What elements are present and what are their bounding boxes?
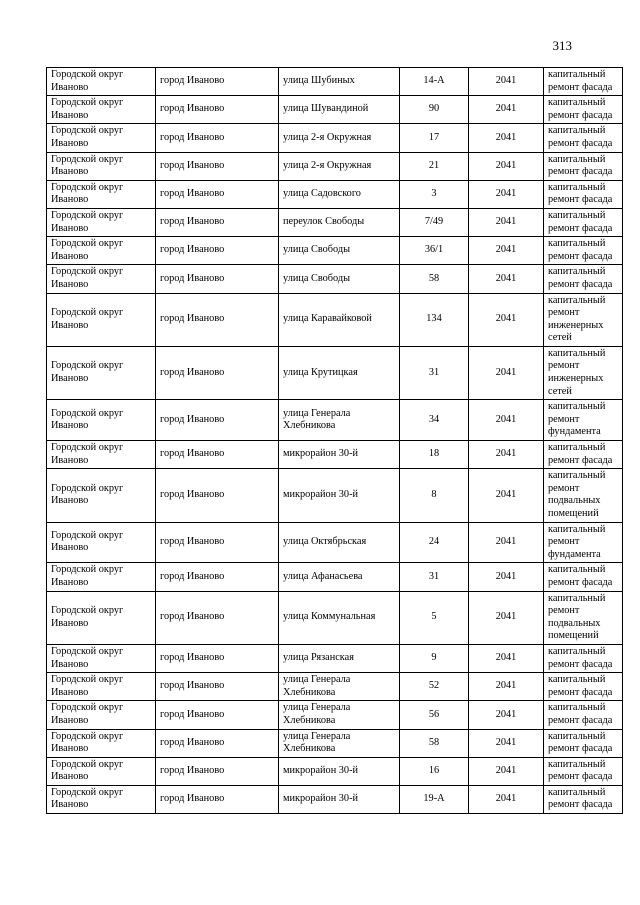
- cell-street: улица Свободы: [279, 237, 400, 265]
- cell-work-type: капитальный ремонт фасада: [544, 701, 623, 729]
- cell-street: улица Свободы: [279, 265, 400, 293]
- cell-district: Городской округ Иваново: [47, 441, 156, 469]
- cell-year: 2041: [469, 441, 544, 469]
- cell-work-type: капитальный ремонт фасада: [544, 729, 623, 757]
- table-row: [47, 237, 623, 265]
- cell-city: город Иваново: [156, 265, 279, 293]
- cell-district: Городской округ Иваново: [47, 346, 156, 399]
- table-row: [47, 563, 623, 591]
- cell-city: город Иваново: [156, 729, 279, 757]
- cell-year: 2041: [469, 757, 544, 785]
- cell-work-type: капитальный ремонт фасада: [544, 673, 623, 701]
- table-row: [47, 96, 623, 124]
- cell-city: город Иваново: [156, 441, 279, 469]
- cell-work-type: капитальный ремонт фундамента: [544, 400, 623, 441]
- table-row: [47, 757, 623, 785]
- cell-city: город Иваново: [156, 96, 279, 124]
- table-row: [47, 729, 623, 757]
- cell-street: улица Рязанская: [279, 644, 400, 672]
- table-row: [47, 522, 623, 563]
- cell-street: улица Каравайковой: [279, 293, 400, 346]
- cell-year: 2041: [469, 644, 544, 672]
- cell-year: 2041: [469, 729, 544, 757]
- cell-year: 2041: [469, 68, 544, 96]
- cell-year: 2041: [469, 673, 544, 701]
- cell-year: 2041: [469, 785, 544, 813]
- cell-district: Городской округ Иваново: [47, 180, 156, 208]
- cell-year: 2041: [469, 124, 544, 152]
- cell-street: микрорайон 30-й: [279, 785, 400, 813]
- cell-house-number: 52: [400, 673, 469, 701]
- cell-work-type: капитальный ремонт подвальных помещений: [544, 591, 623, 644]
- cell-work-type: капитальный ремонт фундамента: [544, 522, 623, 563]
- cell-street: улица 2-я Окружная: [279, 152, 400, 180]
- cell-street: улица Генерала Хлебникова: [279, 673, 400, 701]
- cell-district: Городской округ Иваново: [47, 563, 156, 591]
- table-row: [47, 208, 623, 236]
- cell-work-type: капитальный ремонт фасада: [544, 265, 623, 293]
- cell-house-number: 24: [400, 522, 469, 563]
- cell-house-number: 36/1: [400, 237, 469, 265]
- cell-city: город Иваново: [156, 785, 279, 813]
- cell-work-type: капитальный ремонт фасада: [544, 757, 623, 785]
- cell-district: Городской округ Иваново: [47, 293, 156, 346]
- cell-work-type: капитальный ремонт инженерных сетей: [544, 293, 623, 346]
- cell-work-type: капитальный ремонт подвальных помещений: [544, 469, 623, 522]
- cell-work-type: капитальный ремонт фасада: [544, 152, 623, 180]
- cell-house-number: 31: [400, 346, 469, 399]
- table-row: [47, 152, 623, 180]
- cell-work-type: капитальный ремонт фасада: [544, 124, 623, 152]
- cell-city: город Иваново: [156, 208, 279, 236]
- cell-district: Городской округ Иваново: [47, 68, 156, 96]
- repair-schedule-table: [46, 67, 623, 814]
- table-row: [47, 701, 623, 729]
- cell-year: 2041: [469, 96, 544, 124]
- cell-house-number: 134: [400, 293, 469, 346]
- cell-work-type: капитальный ремонт фасада: [544, 563, 623, 591]
- table-row: [47, 293, 623, 346]
- cell-year: 2041: [469, 346, 544, 399]
- cell-city: город Иваново: [156, 152, 279, 180]
- cell-house-number: 14-А: [400, 68, 469, 96]
- cell-district: Городской округ Иваново: [47, 400, 156, 441]
- cell-city: город Иваново: [156, 400, 279, 441]
- cell-street: улица Крутицкая: [279, 346, 400, 399]
- table-row: [47, 68, 623, 96]
- cell-house-number: 3: [400, 180, 469, 208]
- cell-house-number: 31: [400, 563, 469, 591]
- cell-work-type: капитальный ремонт фасада: [544, 785, 623, 813]
- cell-city: город Иваново: [156, 346, 279, 399]
- cell-street: улица Генерала Хлебникова: [279, 729, 400, 757]
- cell-year: 2041: [469, 208, 544, 236]
- cell-street: улица Генерала Хлебникова: [279, 701, 400, 729]
- table-row: [47, 265, 623, 293]
- cell-district: Городской округ Иваново: [47, 237, 156, 265]
- cell-city: город Иваново: [156, 237, 279, 265]
- cell-house-number: 90: [400, 96, 469, 124]
- cell-house-number: 58: [400, 265, 469, 293]
- page-number: 313: [552, 38, 572, 53]
- cell-street: улица Октябрьская: [279, 522, 400, 563]
- cell-city: город Иваново: [156, 469, 279, 522]
- table-row: [47, 441, 623, 469]
- cell-year: 2041: [469, 591, 544, 644]
- cell-year: 2041: [469, 237, 544, 265]
- cell-year: 2041: [469, 180, 544, 208]
- cell-street: улица Коммунальная: [279, 591, 400, 644]
- cell-street: улица Садовского: [279, 180, 400, 208]
- cell-district: Городской округ Иваново: [47, 96, 156, 124]
- cell-district: Городской округ Иваново: [47, 522, 156, 563]
- cell-house-number: 7/49: [400, 208, 469, 236]
- cell-house-number: 58: [400, 729, 469, 757]
- cell-city: город Иваново: [156, 68, 279, 96]
- cell-year: 2041: [469, 265, 544, 293]
- cell-house-number: 8: [400, 469, 469, 522]
- cell-year: 2041: [469, 563, 544, 591]
- table-row: [47, 346, 623, 399]
- cell-work-type: капитальный ремонт фасада: [544, 208, 623, 236]
- cell-city: город Иваново: [156, 644, 279, 672]
- cell-work-type: капитальный ремонт фасада: [544, 441, 623, 469]
- cell-city: город Иваново: [156, 591, 279, 644]
- cell-district: Городской округ Иваново: [47, 729, 156, 757]
- cell-house-number: 34: [400, 400, 469, 441]
- cell-house-number: 9: [400, 644, 469, 672]
- cell-year: 2041: [469, 400, 544, 441]
- cell-district: Городской округ Иваново: [47, 469, 156, 522]
- cell-city: город Иваново: [156, 673, 279, 701]
- cell-street: микрорайон 30-й: [279, 441, 400, 469]
- cell-street: улица 2-я Окружная: [279, 124, 400, 152]
- cell-house-number: 17: [400, 124, 469, 152]
- table-row: [47, 673, 623, 701]
- table-row: [47, 644, 623, 672]
- table-row: [47, 124, 623, 152]
- cell-district: Городской округ Иваново: [47, 591, 156, 644]
- table-row: [47, 180, 623, 208]
- cell-work-type: капитальный ремонт фасада: [544, 237, 623, 265]
- cell-year: 2041: [469, 152, 544, 180]
- cell-city: город Иваново: [156, 522, 279, 563]
- cell-street: микрорайон 30-й: [279, 757, 400, 785]
- cell-district: Городской округ Иваново: [47, 757, 156, 785]
- cell-street: улица Шувандиной: [279, 96, 400, 124]
- cell-year: 2041: [469, 522, 544, 563]
- table-row: [47, 591, 623, 644]
- cell-street: улица Афанасьева: [279, 563, 400, 591]
- cell-district: Городской округ Иваново: [47, 152, 156, 180]
- table-row: [47, 469, 623, 522]
- cell-work-type: капитальный ремонт фасада: [544, 180, 623, 208]
- table-body: [47, 68, 623, 814]
- cell-city: город Иваново: [156, 563, 279, 591]
- cell-year: 2041: [469, 701, 544, 729]
- cell-street: переулок Свободы: [279, 208, 400, 236]
- cell-year: 2041: [469, 293, 544, 346]
- cell-street: микрорайон 30-й: [279, 469, 400, 522]
- cell-work-type: капитальный ремонт фасада: [544, 96, 623, 124]
- cell-city: город Иваново: [156, 701, 279, 729]
- cell-city: город Иваново: [156, 757, 279, 785]
- cell-street: улица Шубиных: [279, 68, 400, 96]
- table-row: [47, 785, 623, 813]
- cell-house-number: 5: [400, 591, 469, 644]
- cell-work-type: капитальный ремонт инженерных сетей: [544, 346, 623, 399]
- cell-district: Городской округ Иваново: [47, 644, 156, 672]
- cell-district: Городской округ Иваново: [47, 701, 156, 729]
- cell-district: Городской округ Иваново: [47, 673, 156, 701]
- cell-district: Городской округ Иваново: [47, 785, 156, 813]
- cell-house-number: 19-А: [400, 785, 469, 813]
- cell-street: улица Генерала Хлебникова: [279, 400, 400, 441]
- cell-house-number: 18: [400, 441, 469, 469]
- cell-district: Городской округ Иваново: [47, 265, 156, 293]
- cell-district: Городской округ Иваново: [47, 124, 156, 152]
- cell-house-number: 56: [400, 701, 469, 729]
- cell-house-number: 21: [400, 152, 469, 180]
- cell-city: город Иваново: [156, 180, 279, 208]
- cell-city: город Иваново: [156, 293, 279, 346]
- table-row: [47, 400, 623, 441]
- cell-house-number: 16: [400, 757, 469, 785]
- cell-work-type: капитальный ремонт фасада: [544, 644, 623, 672]
- cell-district: Городской округ Иваново: [47, 208, 156, 236]
- cell-work-type: капитальный ремонт фасада: [544, 68, 623, 96]
- cell-year: 2041: [469, 469, 544, 522]
- cell-city: город Иваново: [156, 124, 279, 152]
